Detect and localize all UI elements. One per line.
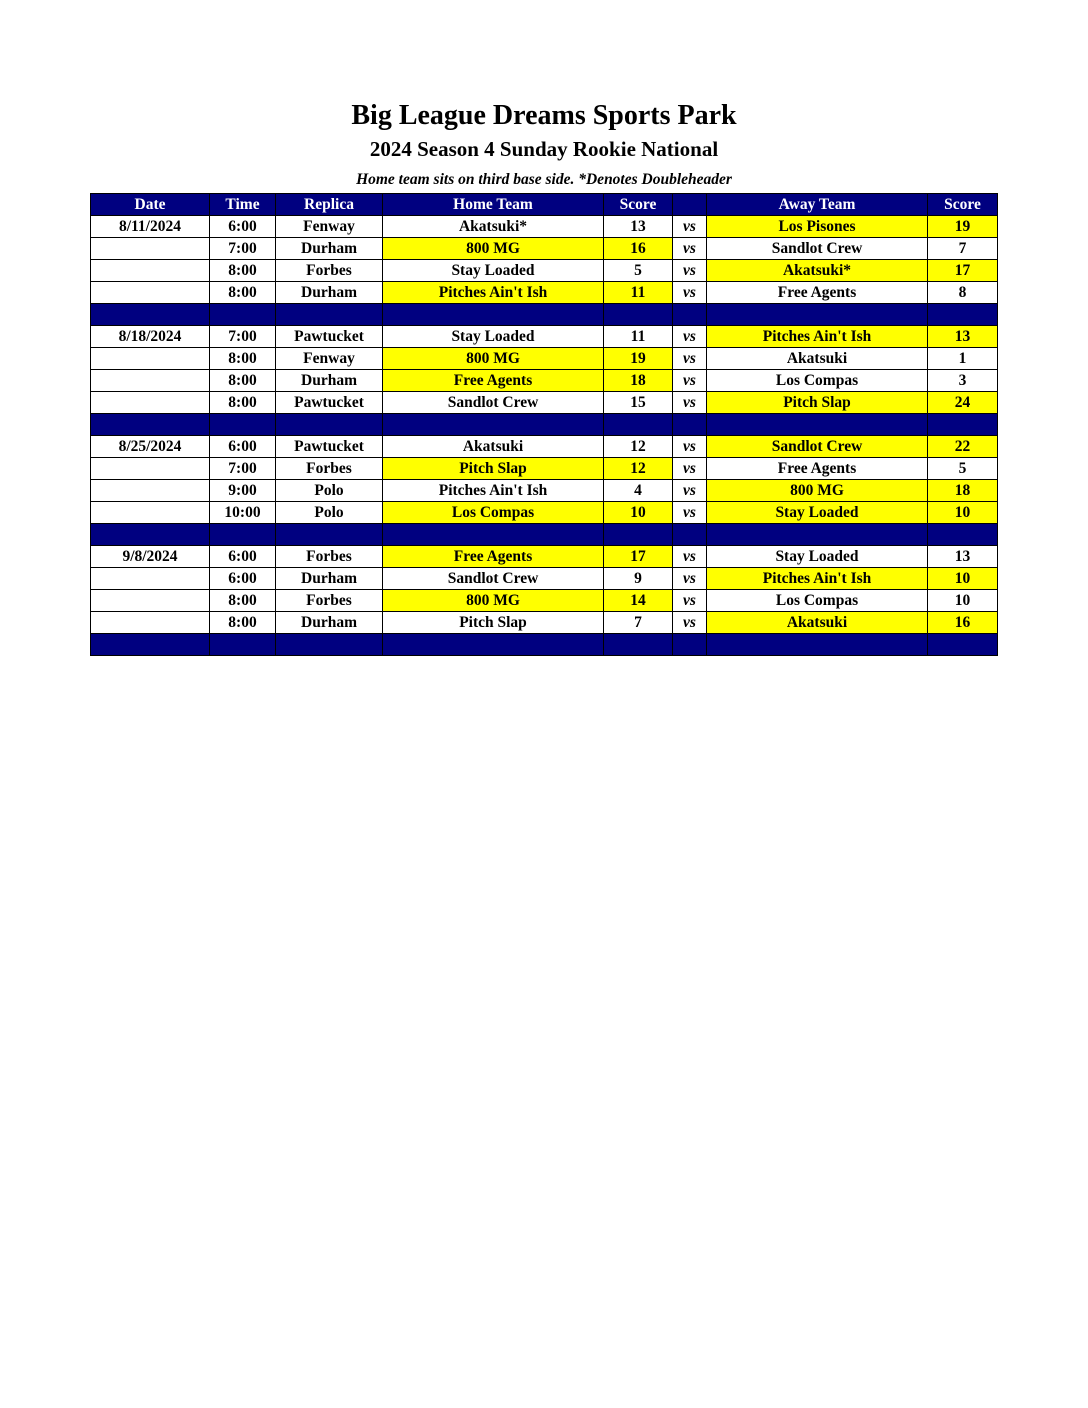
home-score: 19 [604,348,673,370]
away-team: Free Agents [707,458,928,480]
separator-cell [91,304,210,326]
away-score: 22 [928,436,998,458]
home-score: 9 [604,568,673,590]
vs-label: vs [673,260,707,282]
schedule-table [90,193,998,656]
separator-cell [707,414,928,436]
separator-cell [673,304,707,326]
game-time: 8:00 [210,392,276,414]
away-score: 5 [928,458,998,480]
table-row [91,282,998,304]
game-time: 9:00 [210,480,276,502]
separator-cell [210,414,276,436]
table-row [91,502,998,524]
week-separator-row [91,634,998,656]
table-row [91,216,998,238]
home-team: Pitch Slap [383,612,604,634]
header-away-score: Score [928,194,998,216]
away-team: Sandlot Crew [707,238,928,260]
vs-label: vs [673,392,707,414]
separator-cell [91,524,210,546]
separator-cell [928,414,998,436]
home-score: 11 [604,282,673,304]
separator-cell [604,524,673,546]
game-replica: Forbes [276,546,383,568]
home-score: 5 [604,260,673,282]
home-score: 15 [604,392,673,414]
game-date [91,590,210,612]
game-time: 8:00 [210,348,276,370]
game-replica: Pawtucket [276,326,383,348]
away-score: 7 [928,238,998,260]
game-time: 8:00 [210,282,276,304]
away-team: Los Compas [707,590,928,612]
separator-cell [276,634,383,656]
doubleheader-note: Home team sits on third base side. *Denotes Doubleheader [356,171,732,188]
game-replica: Pawtucket [276,392,383,414]
game-time: 6:00 [210,546,276,568]
separator-cell [673,414,707,436]
page-subtitle: 2024 Season 4 Sunday Rookie National [369,137,719,161]
game-replica: Fenway [276,348,383,370]
separator-cell [210,634,276,656]
away-score: 17 [928,260,998,282]
game-replica: Durham [276,568,383,590]
game-replica: Forbes [276,590,383,612]
away-score: 3 [928,370,998,392]
home-score: 18 [604,370,673,392]
home-team: Stay Loaded [383,326,604,348]
game-date [91,370,210,392]
game-replica: Durham [276,238,383,260]
game-replica: Polo [276,502,383,524]
away-score: 13 [928,326,998,348]
game-time: 8:00 [210,590,276,612]
table-row [91,370,998,392]
game-time: 6:00 [210,216,276,238]
game-time: 6:00 [210,436,276,458]
separator-cell [276,304,383,326]
header-replica: Replica [276,194,383,216]
game-time: 7:00 [210,326,276,348]
separator-cell [276,414,383,436]
vs-label: vs [673,612,707,634]
table-row [91,436,998,458]
vs-label: vs [673,502,707,524]
home-team: 800 MG [383,590,604,612]
away-score: 10 [928,502,998,524]
home-team: Akatsuki [383,436,604,458]
away-score: 19 [928,216,998,238]
vs-label: vs [673,546,707,568]
table-row [91,458,998,480]
separator-cell [707,524,928,546]
separator-cell [210,304,276,326]
away-score: 8 [928,282,998,304]
home-team: Pitch Slap [383,458,604,480]
away-team: Akatsuki* [707,260,928,282]
game-replica: Fenway [276,216,383,238]
away-team: Akatsuki [707,348,928,370]
home-score: 17 [604,546,673,568]
separator-cell [673,524,707,546]
separator-cell [928,524,998,546]
away-team: Pitch Slap [707,392,928,414]
table-row [91,260,998,282]
away-score: 10 [928,590,998,612]
vs-label: vs [673,436,707,458]
game-date [91,238,210,260]
vs-label: vs [673,370,707,392]
home-team: Pitches Ain't Ish [383,480,604,502]
home-team: 800 MG [383,238,604,260]
home-team: Free Agents [383,370,604,392]
table-row [91,612,998,634]
away-team: Pitches Ain't Ish [707,326,928,348]
home-team: Pitches Ain't Ish [383,282,604,304]
header-away-team: Away Team [707,194,928,216]
away-team: Akatsuki [707,612,928,634]
home-score: 12 [604,436,673,458]
game-time: 8:00 [210,612,276,634]
game-date [91,568,210,590]
home-score: 10 [604,502,673,524]
home-team: Sandlot Crew [383,392,604,414]
game-replica: Forbes [276,260,383,282]
vs-label: vs [673,326,707,348]
separator-cell [383,304,604,326]
separator-cell [707,304,928,326]
away-team: Los Compas [707,370,928,392]
away-score: 10 [928,568,998,590]
home-score: 14 [604,590,673,612]
separator-cell [928,634,998,656]
separator-cell [276,524,383,546]
away-score: 13 [928,546,998,568]
table-row [91,590,998,612]
separator-cell [210,524,276,546]
game-time: 6:00 [210,568,276,590]
header-home-score: Score [604,194,673,216]
game-replica: Durham [276,612,383,634]
table-row [91,568,998,590]
away-team: 800 MG [707,480,928,502]
away-team: Stay Loaded [707,502,928,524]
game-replica: Durham [276,370,383,392]
vs-label: vs [673,282,707,304]
separator-cell [91,634,210,656]
separator-cell [673,634,707,656]
week-separator-row [91,414,998,436]
separator-cell [383,524,604,546]
game-replica: Forbes [276,458,383,480]
separator-cell [604,304,673,326]
game-date: 8/25/2024 [91,436,210,458]
home-team: 800 MG [383,348,604,370]
away-team: Sandlot Crew [707,436,928,458]
home-score: 7 [604,612,673,634]
table-row [91,326,998,348]
game-date [91,502,210,524]
table-row [91,348,998,370]
home-team: Free Agents [383,546,604,568]
vs-label: vs [673,480,707,502]
header-time: Time [210,194,276,216]
game-date [91,348,210,370]
table-row [91,480,998,502]
game-replica: Pawtucket [276,436,383,458]
game-time: 8:00 [210,370,276,392]
home-team: Sandlot Crew [383,568,604,590]
game-date: 8/11/2024 [91,216,210,238]
game-date: 8/18/2024 [91,326,210,348]
away-score: 1 [928,348,998,370]
vs-label: vs [673,216,707,238]
table-row [91,392,998,414]
week-separator-row [91,304,998,326]
home-score: 13 [604,216,673,238]
separator-cell [383,634,604,656]
game-date [91,392,210,414]
page-title: Big League Dreams Sports Park [351,100,737,131]
vs-label: vs [673,458,707,480]
vs-label: vs [673,590,707,612]
away-team: Los Pisones [707,216,928,238]
home-score: 16 [604,238,673,260]
separator-cell [383,414,604,436]
game-date [91,612,210,634]
game-date [91,480,210,502]
schedule-body [91,216,998,656]
home-team: Los Compas [383,502,604,524]
home-team: Stay Loaded [383,260,604,282]
game-date [91,260,210,282]
away-score: 18 [928,480,998,502]
away-score: 16 [928,612,998,634]
table-row [91,238,998,260]
separator-cell [928,304,998,326]
home-score: 4 [604,480,673,502]
away-team: Free Agents [707,282,928,304]
away-team: Stay Loaded [707,546,928,568]
vs-label: vs [673,238,707,260]
header-date: Date [91,194,210,216]
game-replica: Durham [276,282,383,304]
header-home-team: Home Team [383,194,604,216]
header-row [91,194,998,216]
game-time: 7:00 [210,458,276,480]
game-time: 8:00 [210,260,276,282]
game-replica: Polo [276,480,383,502]
home-team: Akatsuki* [383,216,604,238]
game-time: 10:00 [210,502,276,524]
away-score: 24 [928,392,998,414]
vs-label: vs [673,568,707,590]
game-time: 7:00 [210,238,276,260]
game-date: 9/8/2024 [91,546,210,568]
home-score: 11 [604,326,673,348]
separator-cell [604,414,673,436]
separator-cell [707,634,928,656]
game-date [91,282,210,304]
week-separator-row [91,524,998,546]
vs-label: vs [673,348,707,370]
separator-cell [91,414,210,436]
header-vs [673,194,707,216]
home-score: 12 [604,458,673,480]
separator-cell [604,634,673,656]
table-row [91,546,998,568]
away-team: Pitches Ain't Ish [707,568,928,590]
game-date [91,458,210,480]
